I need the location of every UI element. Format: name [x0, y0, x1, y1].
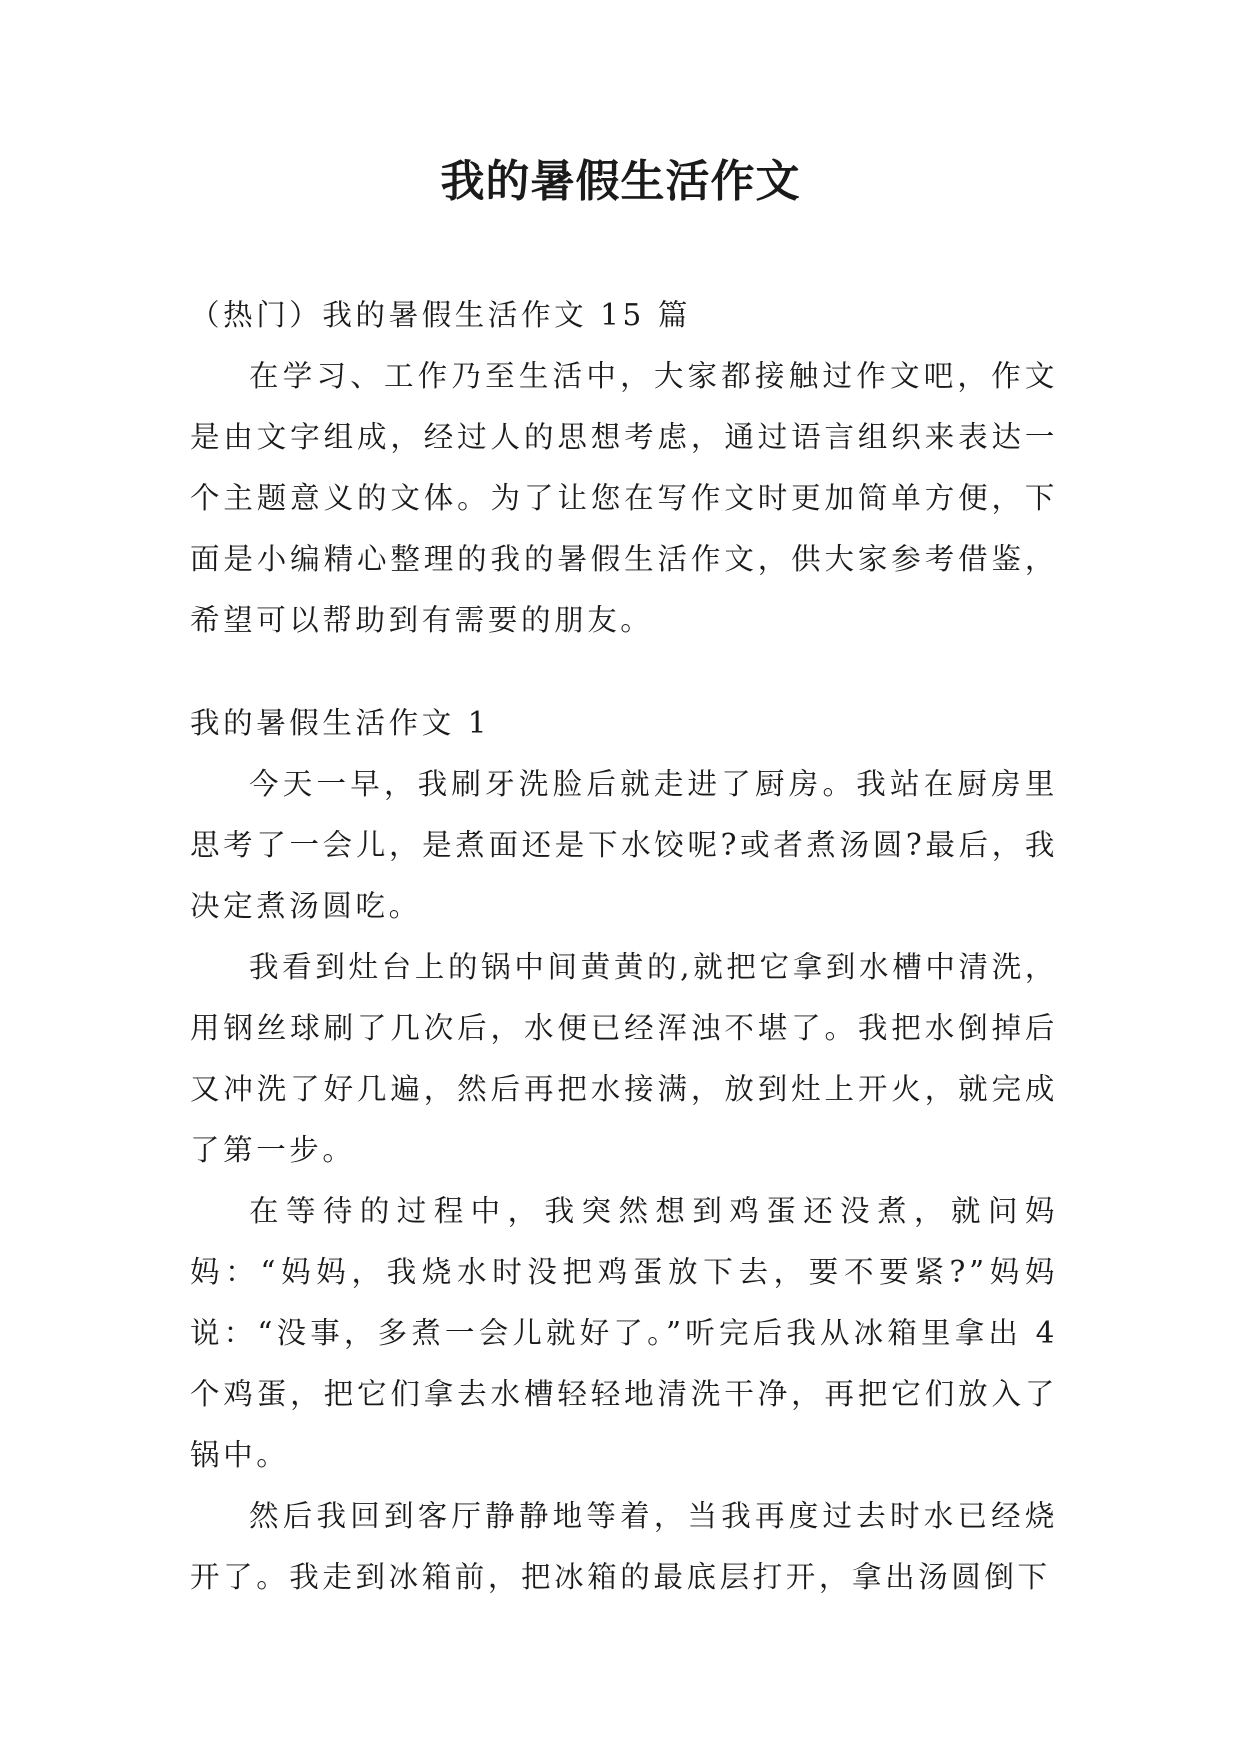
subtitle-text: （热门）我的暑假生活作文 15 篇: [190, 298, 691, 332]
essay-paragraph: 今天一早，我刷牙洗脸后就走进了厨房。我站在厨房里思考了一会儿，是煮面还是下水饺呢?或者煮汤圆?最后，我决定煮汤圆吃。: [190, 767, 1058, 923]
document-title: 我的暑假生活作文: [440, 156, 801, 207]
essay-section: [190, 693, 1058, 1608]
essay-paragraph: 在等待的过程中，我突然想到鸡蛋还没煮，就问妈妈：“妈妈，我烧水时没把鸡蛋放下去，要不要紧?”妈妈说：“没事，多煮一会儿就好了。”听完后我从冰箱里拿出 4 个鸡蛋，把它们拿去水槽轻轻地清洗干净，再把它们放入了锅中。: [190, 1194, 1058, 1472]
document-subtitle: [190, 285, 1058, 346]
essay-paragraph: 然后我回到客厅静静地等着，当我再度过去时水已经烧开了。我走到冰箱前，把冰箱的最底层打开，拿出汤圆倒下: [190, 1499, 1058, 1594]
intro-paragraph: 在学习、工作乃至生活中，大家都接触过作文吧，作文是由文字组成，经过人的思想考虑，通过语言组织来表达一个主题意义的文体。为了让您在写作文时更加简单方便，下面是小编精心整理的我的暑假生活作文，供大家参考借鉴，希望可以帮助到有需要的朋友。: [190, 359, 1058, 637]
essay-paragraph: 我看到灶台上的锅中间黄黄的,就把它拿到水槽中清洗，用钢丝球刷了几次后，水便已经浑浊不堪了。我把水倒掉后又冲洗了好几遍，然后再把水接满，放到灶上开火，就完成了第一步。: [190, 950, 1058, 1167]
intro-section: [190, 346, 1058, 651]
section-heading: 我的暑假生活作文 1: [190, 706, 491, 740]
